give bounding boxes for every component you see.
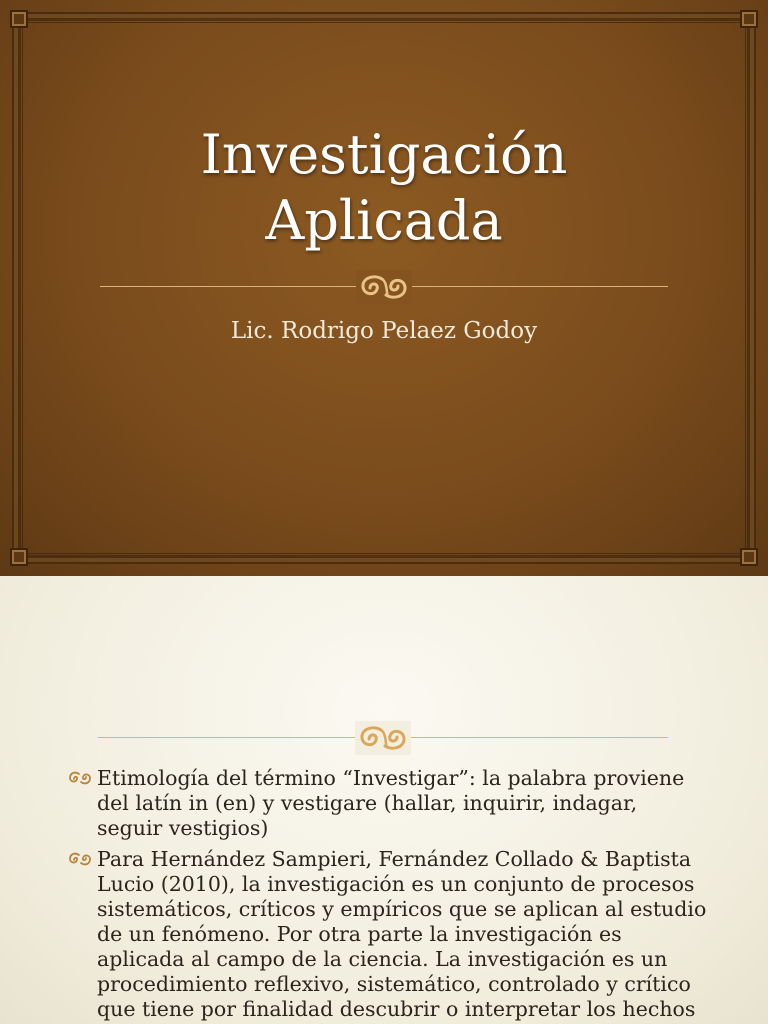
content-divider [98,723,668,753]
bullet-line: Para Hernández Sampieri, Fernández Collado & Baptista [97,847,692,871]
frame-corner-icon [10,10,28,28]
bullet-line: Etimología del término “Investigar”: la palabra proviene [97,766,685,790]
frame-corner-icon [10,548,28,566]
list-item [68,766,728,841]
slide-title [0,122,768,254]
frame-corner-icon [740,548,758,566]
list-item [68,847,728,1022]
bullet-line: Lucio (2010), la investigación es un conjunto de procesos [97,872,695,896]
bullet-line: de un fenómeno. Por otra parte la investigación es [97,922,622,946]
bullet-line: que tiene por finalidad descubrir o interpretar los hechos [97,997,696,1021]
title-line-2: Aplicada [265,189,503,252]
scroll-ornament-icon [356,270,412,304]
bullet-line: seguir vestigios) [97,816,269,840]
title-line-1: Investigación [200,123,568,186]
slide-subtitle: Lic. Rodrigo Pelaez Godoy [230,318,538,344]
bullet-line: procedimiento reflexivo, sistemático, controlado y crítico [97,972,691,996]
bullet-line: sistemáticos, críticos y empíricos que se aplican al estudio [97,897,707,921]
scroll-ornament-icon [355,721,411,755]
content-slide [0,576,768,1024]
scroll-bullet-icon [68,770,92,786]
bullet-line: del latín in (en) y vestigare (hallar, inquirir, indagar, [97,791,638,815]
title-divider [100,272,668,302]
bullet-line: aplicada al campo de la ciencia. La investigación es un [97,947,668,971]
scroll-bullet-icon [68,851,92,867]
frame-corner-icon [740,10,758,28]
bullet-list [68,766,728,1024]
